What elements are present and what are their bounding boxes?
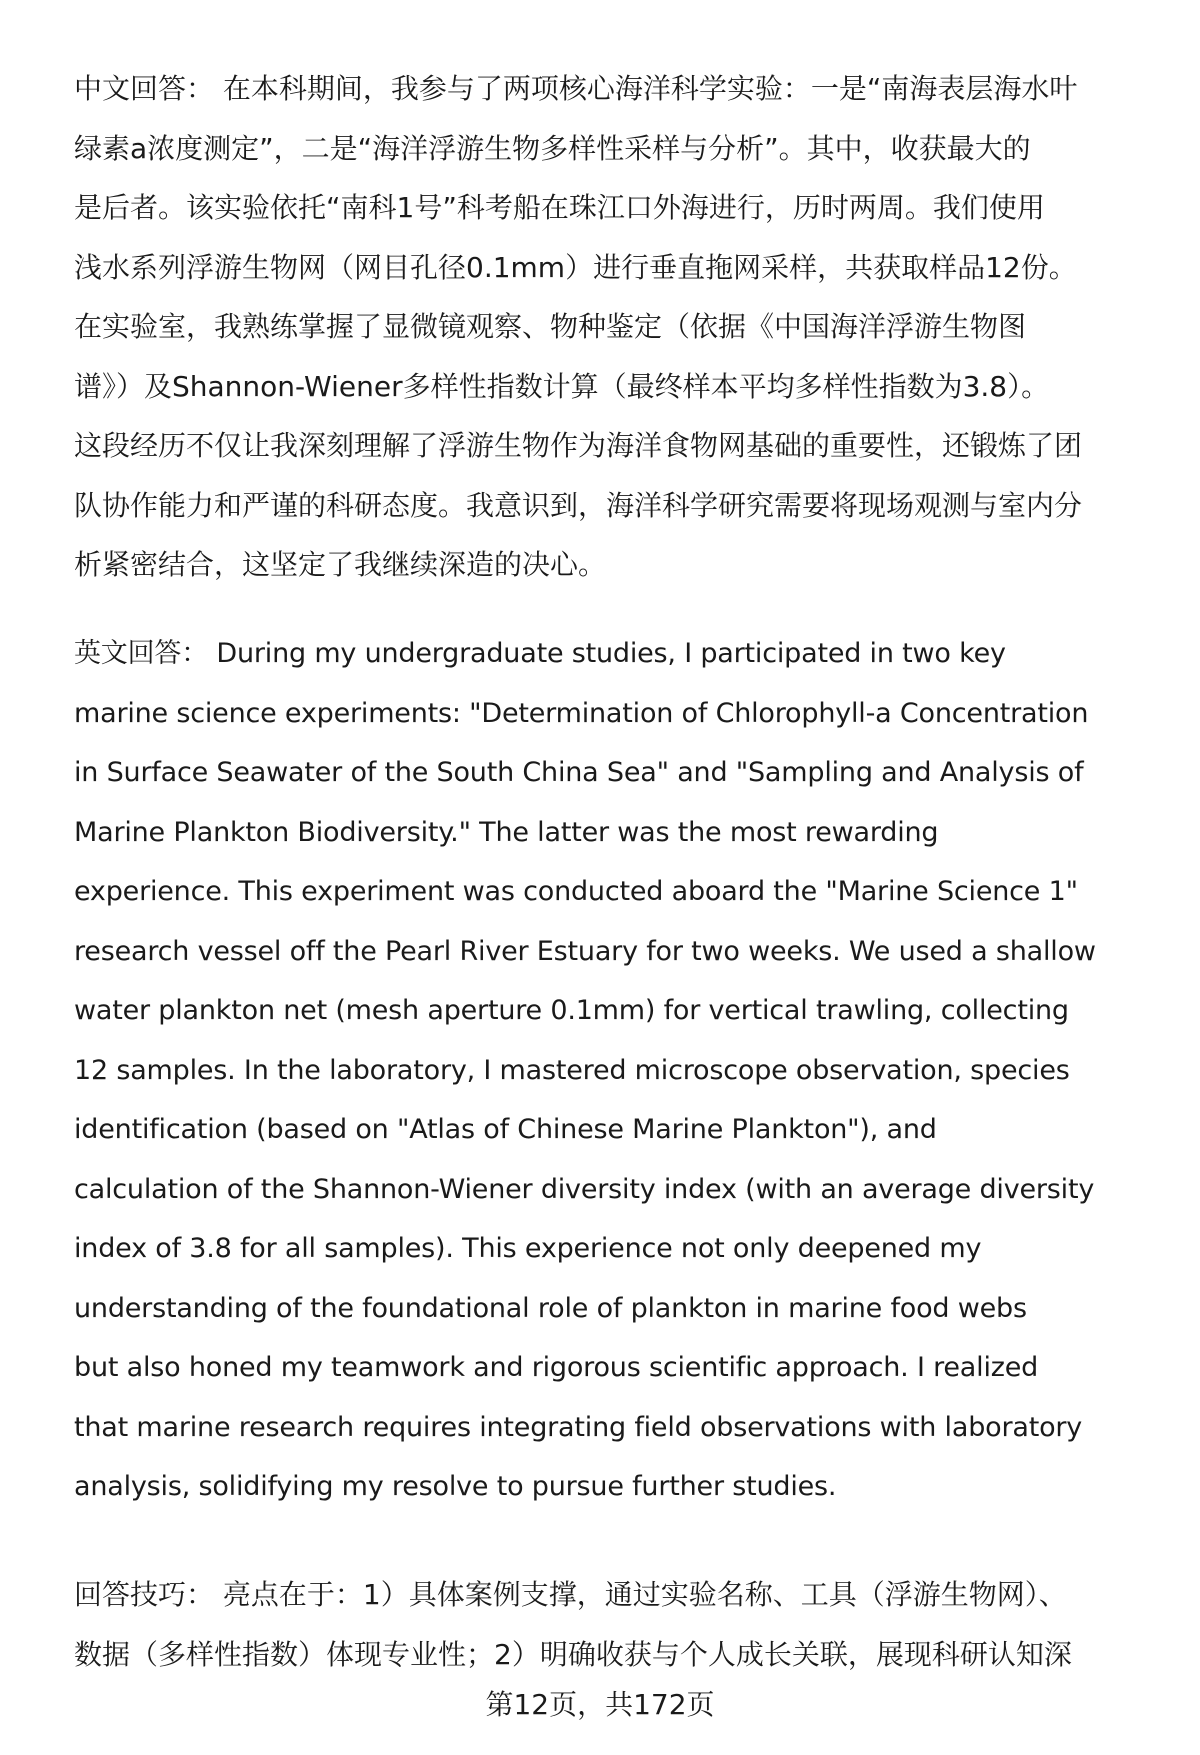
- text-line: 队协作能力和严谨的科研态度。我意识到，海洋科学研究需要将现场观测与室内分: [74, 488, 1083, 522]
- text-line: 回答技巧： 亮点在于：1）具体案例支撑，通过实验名称、工具（浮游生物网）、: [74, 1578, 1067, 1611]
- chinese-answer-paragraph: [74, 59, 1164, 595]
- page-number: 第12页，共172页: [485, 1688, 715, 1721]
- text-line: 浅水系列浮游生物网（网目孔径0.1mm）进行垂直拖网采样，共获取样品12份。: [74, 250, 1077, 284]
- text-line: in Surface Seawater of the South China Sea" and "Sampling and Analysis of: [74, 757, 1084, 788]
- text-line: 中文回答： 在本科期间，我参与了两项核心海洋科学实验：一是“南海表层海水叶: [74, 72, 1078, 105]
- text-line: 12 samples. In the laboratory, I mastered microscope observation, species: [74, 1054, 1070, 1086]
- text-line: calculation of the Shannon-Wiener diversity index (with an average diversity: [74, 1173, 1095, 1205]
- text-line: marine science experiments: "Determination of Chlorophyll-a Concentration: [74, 697, 1089, 729]
- text-line: 析紧密结合，这坚定了我继续深造的决心。: [74, 548, 607, 581]
- text-line: 谱》）及Shannon-Wiener多样性指数计算（最终样本平均多样性指数为3.8）。: [74, 369, 1050, 403]
- text-line: index of 3.8 for all samples). This experience not only deepened my: [74, 1233, 982, 1264]
- text-line: water plankton net (mesh aperture 0.1mm) for vertical trawling, collecting: [74, 995, 1069, 1026]
- text-line: analysis, solidifying my resolve to pursue further studies.: [74, 1471, 837, 1502]
- text-line: identification (based on "Atlas of Chinese Marine Plankton"), and: [74, 1114, 937, 1145]
- text-line: 绿素a浓度测定”，二是“海洋浮游生物多样性采样与分析”。其中，收获最大的: [74, 131, 1031, 165]
- text-line: Marine Plankton Biodiversity." The latter was the most rewarding: [74, 816, 939, 848]
- text-line: 数据（多样性指数）体现专业性；2）明确收获与个人成长关联，展现科研认知深: [74, 1637, 1072, 1671]
- text-line: 这段经历不仅让我深刻理解了浮游生物作为海洋食物网基础的重要性，还锻炼了团: [74, 429, 1083, 462]
- text-line: 英文回答： During my undergraduate studies, I participated in two key: [74, 638, 1006, 669]
- text-line: 是后者。该实验依托“南科1号”科考船在珠江口外海进行，历时两周。我们使用: [74, 191, 1045, 224]
- answer-tips-paragraph: [74, 1565, 1164, 1684]
- text-line: that marine research requires integrating field observations with laboratory: [74, 1411, 1083, 1443]
- text-line: understanding of the foundational role of plankton in marine food webs: [74, 1292, 1027, 1324]
- text-line: experience. This experiment was conducted aboard the "Marine Science 1": [74, 876, 1078, 907]
- english-answer-paragraph: [74, 624, 1164, 1517]
- text-line: 在实验室，我熟练掌握了显微镜观察、物种鉴定（依据《中国海洋浮游生物图: [74, 310, 1027, 343]
- text-line: but also honed my teamwork and rigorous scientific approach. I realized: [74, 1352, 1039, 1383]
- text-line: research vessel off the Pearl River Estuary for two weeks. We used a shallow: [74, 935, 1096, 967]
